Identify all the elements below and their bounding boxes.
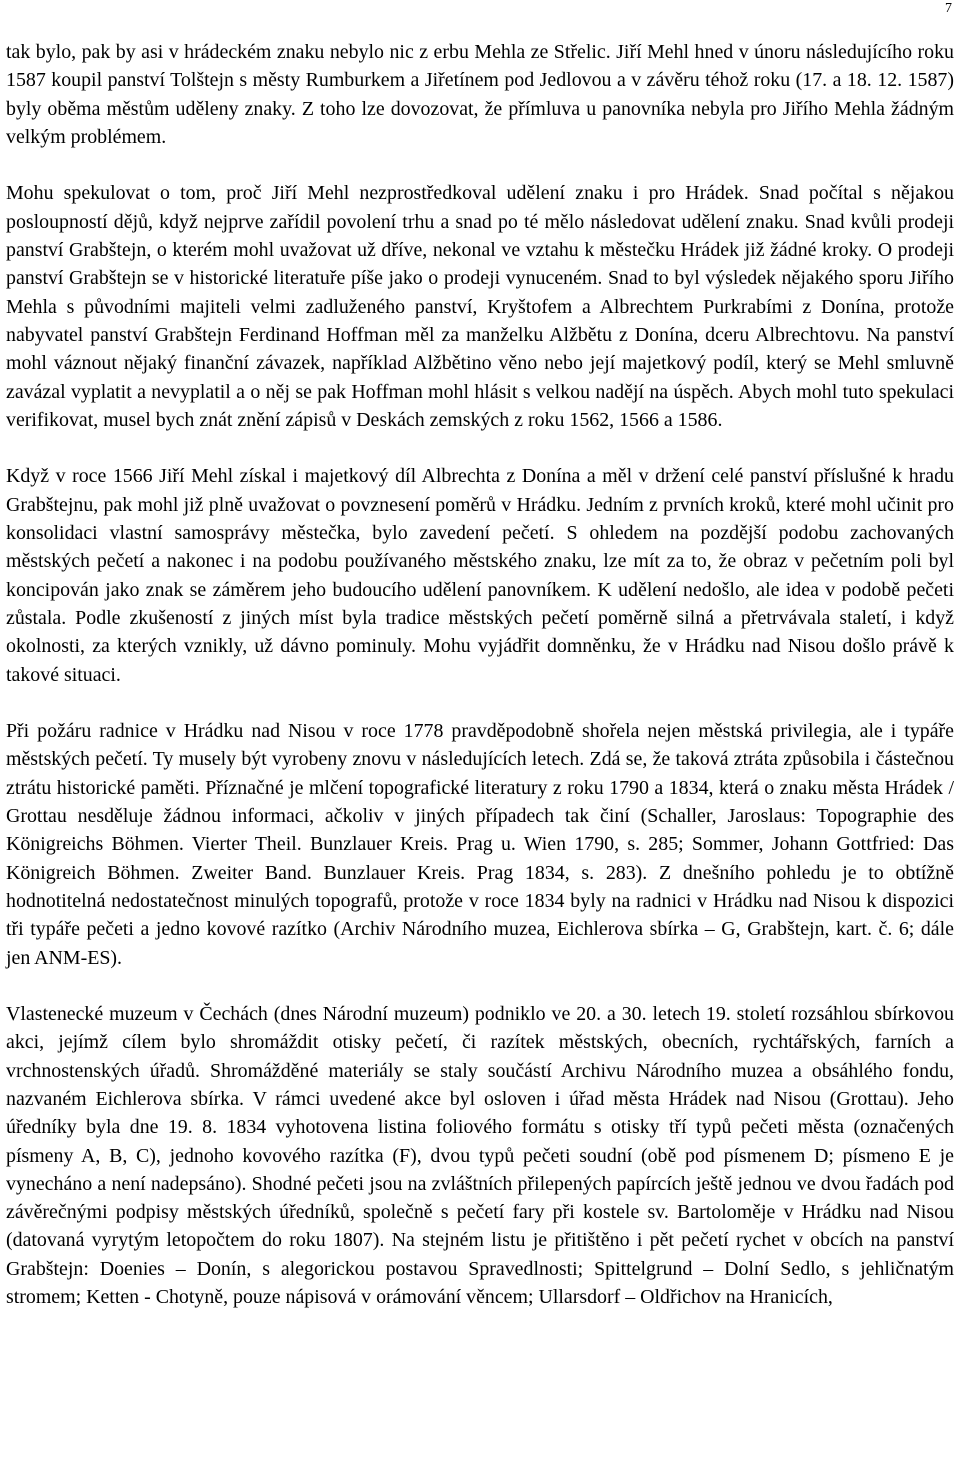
paragraph-spacer: [6, 151, 954, 179]
paragraph-spacer: [6, 689, 954, 717]
paragraph-2: Mohu spekulovat o tom, proč Jiří Mehl nezprostředkoval udělení znaku i pro Hrádek. Snad počítal s nějakou posloupností dějů, když nejprve zařídil povolení trhu a snad po té mělo následovat udělení znaku. Snad kvůli prodeji panství Grabštejn, o kterém mohl uvažovat už dříve, nekonal ve vztahu k městečku Hrádek již žádné kroky. O prodeji panství Grabštejn se v historické literatuře píše jako o prodeji vynuceném. Snad to byl výsledek nějakého sporu Jiřího Mehla s původními majiteli velmi zadluženého panství, Kryštofem a Albrechtem Purkrabími z Donína, protože nabyvatel panství Grabštejn Ferdinand Hoffman měl za manželku Alžbětu z Donína, dceru Albrechtovu. Na panství mohl váznout nějaký finanční závazek, například Alžbětino věno nebo její majetkový podíl, který se Mehl smluvně zavázal vyplatit a nevyplatil a o něj se pak Hoffman mohl hlásit s velkou nadějí na úspěch. Abych mohl tuto spekulaci verifikovat, musel bych znát znění zápisů v Deskách zemských z roku 1562, 1566 a 1586.: [6, 182, 954, 431]
paragraph-1: tak bylo, pak by asi v hrádeckém znaku nebylo nic z erbu Mehla ze Střelic. Jiří Mehl hned v únoru následujícího roku 1587 koupil panství Tolštejn s městy Rumburkem a Jiřetínem pod Jedlovou a v závěru téhož roku (17. a 18. 12. 1587) byly oběma městům uděleny znaky. Z toho lze dovozovat, že přímluva u panovníka nebyla pro Jiřího Mehla žádným velkým problémem.: [6, 41, 954, 148]
paragraph-spacer: [6, 972, 954, 1000]
document-body: [6, 38, 954, 1311]
paragraph-4: Při požáru radnice v Hrádku nad Nisou v roce 1778 pravděpodobně shořela nejen městská privilegia, ale i typáře městských pečetí. Ty musely být vyrobeny znovu v následujících letech. Zdá se, že taková ztráta způsobila i částečnou ztrátu historické paměti. Příznačné je mlčení topografické literatury z roku 1790 a 1834, která o znaku města Hrádek / Grottau nesděluje žádnou informaci, ačkoliv v jiných případech tak činí (Schaller, Jaroslaus: Topographie des Königreichs Böhmen. Vierter Theil. Bunzlauer Kreis. Prag u. Wien 1790, s. 285; Sommer, Johann Gottfried: Das Königreich Böhmen. Zweiter Band. Bunzlauer Kreis. Prag 1834, s. 283). Z dnešního pohledu je to obtížně hodnotitelná nedostatečnost minulých topografů, protože v roce 1834 byly na radnici v Hrádku nad Nisou k dispozici tři typáře pečeti a jedno kovové razítko (Archiv Národního muzea, Eichlerova sbírka – G, Grabštejn, kart. č. 6; dále jen ANM-ES).: [6, 720, 954, 969]
paragraph-spacer: [6, 434, 954, 462]
paragraph-3: Když v roce 1566 Jiří Mehl získal i majetkový díl Albrechta z Donína a měl v držení celé panství příslušné k hradu Grabštejnu, pak mohl již plně uvažovat o povznesení poměrů v Hrádku. Jedním z prvních kroků, které mohl učinit pro konsolidaci vlastní samosprávy městečka, bylo zavedení pečetí. S ohledem na pozdější podobu zachovaných městských pečetí a nakonec i na podobu používaného městského znaku, lze mít za to, že obraz v pečetním poli byl koncipován jako znak se záměrem jeho budoucího udělení panovníkem. K udělení nedošlo, ale idea v podobě pečeti zůstala. Podle zkušeností z jiných míst byla tradice městských pečetí poměrně silná a přetrvávala staletí, i když okolnosti, za kterých vznikly, už dávno pominuly. Mohu vyjádřit domněnku, že v Hrádku nad Nisou došlo právě k takové situaci.: [6, 465, 954, 686]
page-number: 7: [945, 1, 952, 16]
paragraph-5: Vlastenecké muzeum v Čechách (dnes Národní muzeum) podniklo ve 20. a 30. letech 19. století rozsáhlou sbírkovou akci, jejímž cílem bylo shromáždit otisky pečetí, či razítek městských, obecních, rychtářských, farních a vrchnostenských úřadů. Shromážděné materiály se staly součástí Archivu Národního muzea a obsáhlého fondu, nazvaném Eichlerova sbírka. V rámci uvedené akce byl osloven i úřad města Hrádek nad Nisou (Grottau). Jeho úředníky byla dne 19. 8. 1834 vyhotovena listina foliového formátu s otisky tří typů pečeti města (označených písmeny A, B, C), jednoho kovového razítka (F), dvou typů pečeti soudní (obě pod písmenem D; písmeno E je vynecháno a není nadepsáno). Shodné pečeti jsou na zvláštních přilepených papírcích ještě jednou ve dvou řadách pod závěrečnými podpisy městských úředníků, společně s pečetí fary při kostele sv. Bartoloměje v Hrádku nad Nisou (datovaná vyrytým letopočtem do roku 1807). Na stejném listu je přitištěno i pět pečetí rychet v obcích na panství Grabštejn: Doenies – Donín, s alegorickou postavou Spravedlnosti; Spittelgrund – Dolní Sedlo, s jehličnatým stromem; Ketten - Chotyně, pouze nápisová v orámování věncem; Ullarsdorf – Oldřichov na Hranicích,: [6, 1003, 954, 1309]
